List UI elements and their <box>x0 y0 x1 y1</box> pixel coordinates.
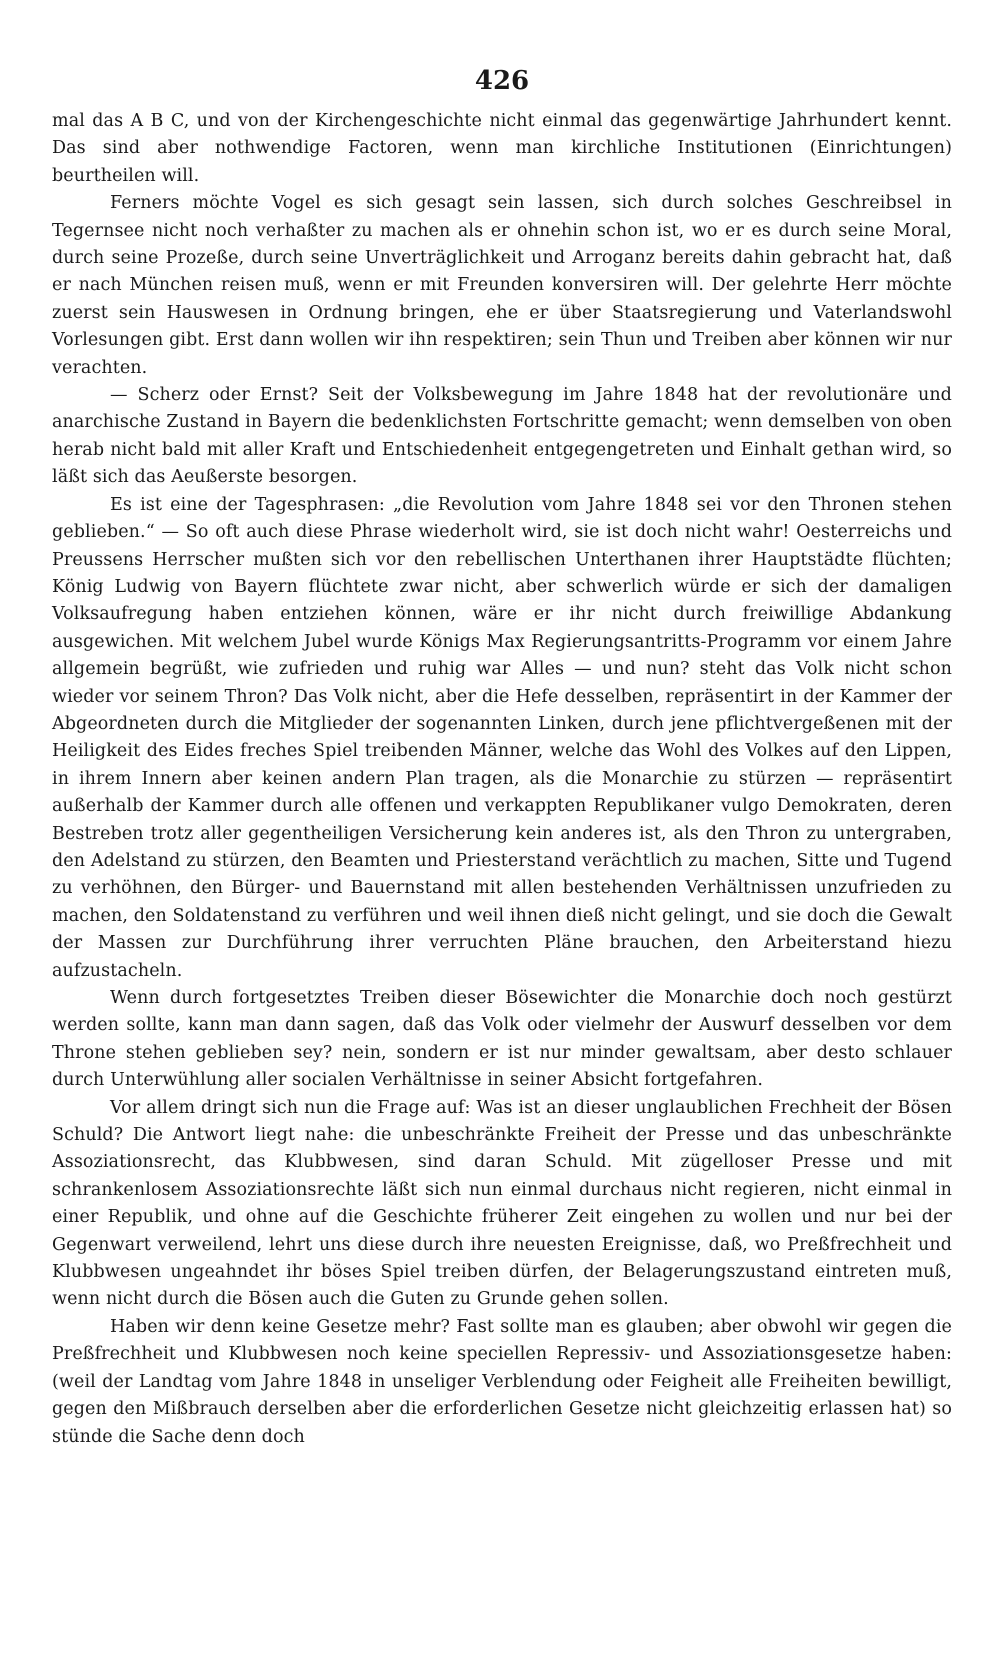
paragraph: mal das A B C, und von der Kirchengeschichte nicht einmal das gegenwärtige Jahrhundert kennt. Das sind aber nothwendige Factoren, wenn man kirchliche Institutionen (Einrichtungen) beurtheilen will. <box>52 111 952 186</box>
paragraph: Vor allem dringt sich nun die Frage auf: Was ist an dieser unglaublichen Frechheit der Bösen Schuld? Die Antwort liegt nahe: die unbeschränkte Freiheit der Presse und das unbeschränkte Assoziationsrecht, das Klubbwesen, sind daran Schuld. Mit zügelloser Presse und mit schrankenlosem Assoziationsrechte läßt sich nun einmal durchaus nicht regieren, nicht einmal in einer Republik, und ohne auf die Geschichte früherer Zeit eingehen zu wollen und nur bei der Gegenwart verweilend, lehrt uns diese durch ihre neuesten Ereignisse, daß, wo Preßfrechheit und Klubbwesen ungeahndet ihr böses Spiel treiben dürfen, der Belagerungszustand eintreten muß, wenn nicht durch die Bösen auch die Guten zu Grunde gehen sollen. <box>52 1097 952 1310</box>
paragraph: Es ist eine der Tagesphrasen: „die Revolution vom Jahre 1848 sei vor den Thronen stehen geblieben.“ — So oft auch diese Phrase wiederholt wird, sie ist doch nicht wahr! Oesterreichs und Preussens Herrscher mußten sich vor den rebellischen Unterthanen ihrer Hauptstädte flüchten; König Ludwig von Bayern flüchtete zwar nicht, aber schwerlich würde er sich der damaligen Volksaufregung haben entziehen können, wäre er ihr nicht durch freiwillige Abdankung ausgewichen. Mit welchem Jubel wurde Königs Max Regierungsantritts-Programm vor einem Jahre allgemein begrüßt, wie zufrieden und ruhig war Alles — und nun? steht das Volk nicht schon wieder vor seinem Thron? Das Volk nicht, aber die Hefe desselben, repräsentirt in der Kammer der Abgeordneten durch die Mitglieder der sogenannten Linken, durch jene pflichtvergeßenen mit der Heiligkeit des Eides freches Spiel treibenden Männer, welche das Wohl des Volkes auf den Lippen, in ihrem Innern aber keinen andern Plan tragen, als die Monarchie zu stürzen — repräsentirt außerhalb der Kammer durch alle offenen und verkappten Republikaner vulgo Demokraten, deren Bestreben trotz aller gegentheiligen Versicherung kein anderes ist, als den Thron zu untergraben, den Adelstand zu stürzen, den Beamten und Priesterstand verächtlich zu machen, Sitte und Tugend zu verhöhnen, den Bürger- und Bauernstand mit allen bestehenden Verhältnissen unzufrieden zu machen, den Soldatenstand zu verführen und weil ihnen dieß nicht gelingt, und sie doch die Gewalt der Massen zur Durchführung ihrer verruchten Pläne brauchen, den Arbeiterstand hiezu aufzustacheln. <box>52 494 952 981</box>
page-number: 426 <box>474 66 530 96</box>
paragraph: Ferners möchte Vogel es sich gesagt sein lassen, sich durch solches Geschreibsel in Tegernsee nicht noch verhaßter zu machen als er ohnehin schon ist, wo er es durch seine Moral, durch seine Prozeße, durch seine Unverträglichkeit und Arroganz bereits dahin gebracht hat, daß er nach München reisen muß, wenn er mit Freunden konversiren will. Der gelehrte Herr möchte zuerst sein Hauswesen in Ordnung bringen, ehe er über Staatsregierung und Vaterlandswohl Vorlesungen gibt. Erst dann wollen wir ihn respektiren; sein Thun und Treiben aber können wir nur verachten. <box>52 193 952 378</box>
paragraph: — Scherz oder Ernst? Seit der Volksbewegung im Jahre 1848 hat der revolutionäre und anarchische Zustand in Bayern die bedenklichsten Fortschritte gemacht; wenn demselben von oben herab nicht bald mit aller Kraft und Entschiedenheit entgegengetreten und Einhalt gethan wird, so läßt sich das Aeußerste besorgen. <box>52 385 952 488</box>
paragraph: Haben wir denn keine Gesetze mehr? Fast sollte man es glauben; aber obwohl wir gegen die Preßfrechheit und Klubbwesen noch keine speciellen Repressiv- und Assoziationsgesetze haben: (weil der Landtag vom Jahre 1848 in unseliger Verblendung oder Feigheit alle Freiheiten bewilligt, gegen den Mißbrauch derselben aber die erforderlichen Gesetze nicht gleichzeitig erlassen hat) so stünde die Sache denn doch <box>52 1316 952 1447</box>
paragraph: Wenn durch fortgesetztes Treiben dieser Bösewichter die Monarchie doch noch gestürzt werden sollte, kann man dann sagen, daß das Volk oder vielmehr der Auswurf desselben vor dem Throne stehen geblieben sey? nein, sondern er ist nur minder gewaltsam, aber desto schlauer durch Unterwühlung aller socialen Verhältnisse in seiner Absicht fortgefahren. <box>52 988 952 1091</box>
body-text <box>52 108 952 1451</box>
